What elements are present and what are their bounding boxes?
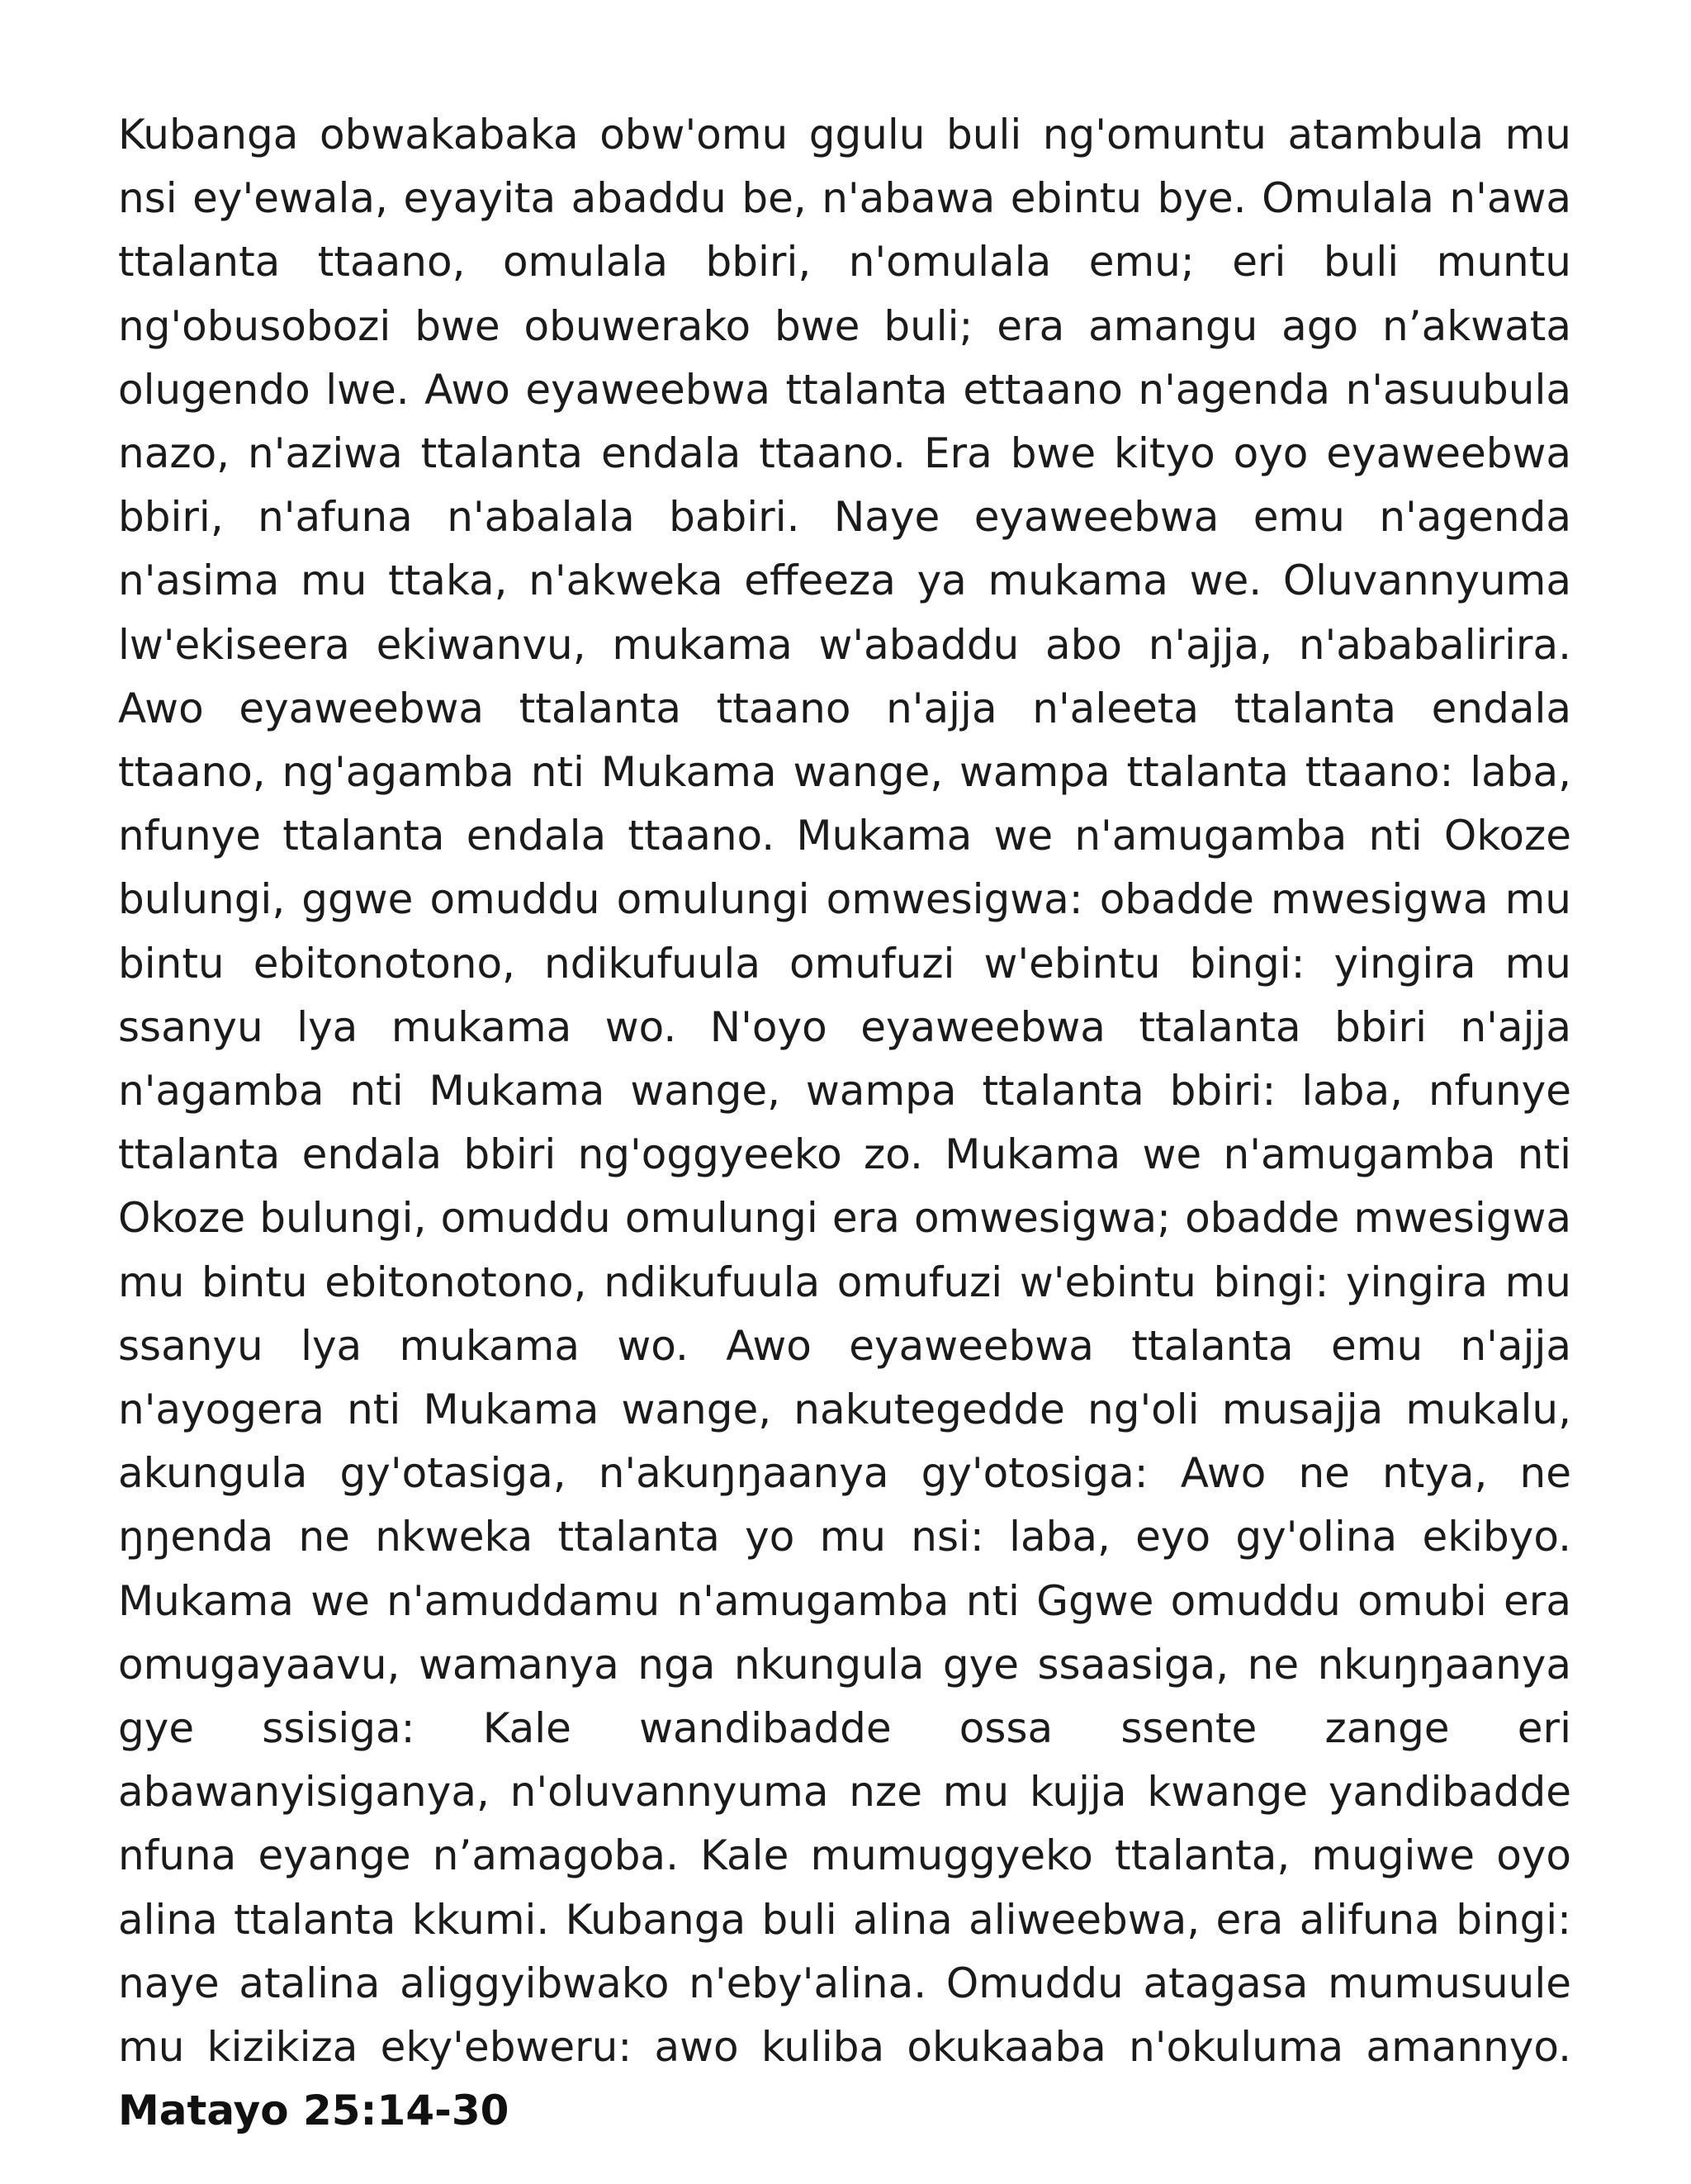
document-page: [118, 103, 1571, 2144]
scripture-reference: Matayo 25:14-30: [118, 2087, 509, 2135]
passage-text: Kubanga obwakabaka obw'omu ggulu buli ng'omuntu atambula mu nsi ey'ewala, eyayita abaddu be, n'abawa ebintu bye. Omulala n'awa ttalanta ttaano, omulala bbiri, n'omulala emu; eri buli muntu ng'obusobozi bwe obuwerako bwe buli; era amangu ago n’akwata olugendo lwe. Awo eyaweebwa ttalanta ettaano n'agenda n'asuubula nazo, n'aziwa ttalanta endala ttaano. Era bwe kityo oyo eyaweebwa bbiri, n'afuna n'abalala babiri. Naye eyaweebwa emu n'agenda n'asima mu ttaka, n'akweka effeeza ya mukama we. Oluvannyuma lw'ekiseera ekiwanvu, mukama w'abaddu abo n'ajja, n'ababalirira. Awo eyaweebwa ttalanta ttaano n'ajja n'aleeta ttalanta endala ttaano, ng'agamba nti Mukama wange, wampa ttalanta ttaano: laba, nfunye ttalanta endala ttaano. Mukama we n'amugamba nti Okoze bulungi, ggwe omuddu omulungi omwesigwa: obadde mwesigwa mu bintu ebitonotono, ndikufuula omufuzi w'ebintu bingi: yingira mu ssanyu lya mukama wo. N'oyo eyaweebwa ttalanta bbiri n'ajja n'agamba nti Mukama wange, wampa ttalanta bbiri: laba, nfunye ttalanta endala bbiri ng'oggyeeko zo. Mukama we n'amugamba nti Okoze bulungi, omuddu omulungi era omwesigwa; obadde mwesigwa mu bintu ebitonotono, ndikufuula omufuzi w'ebintu bingi: yingira mu ssanyu lya mukama wo. Awo eyaweebwa ttalanta emu n'ajja n'ayogera nti Mukama wange, nakutegedde ng'oli musajja mukalu, akungula gy'otasiga, n'akuŋŋaanya gy'otosiga: Awo ne ntya, ne ŋŋenda ne nkweka ttalanta yo mu nsi: laba, eyo gy'olina ekibyo. Mukama we n'amuddamu n'amugamba nti Ggwe omuddu omubi era omugayaavu, wamanya nga nkungula gye ssaasiga, ne nkuŋŋaanya gye ssisiga: Kale wandibadde ossa ssente zange eri abawanyisiganya, n'oluvannyuma nze mu kujja kwange yandibadde nfuna eyange n’amagoba. Kale mumuggyeko ttalanta, mugiwe oyo alina ttalanta kkumi. Kubanga buli alina aliweebwa, era alifuna bingi: naye atalina aliggyibwako n'eby'alina. Omuddu atagasa mumusuule mu kizikiza eky'ebweru: awo kuliba okukaaba n'okuluma amannyo.: [118, 111, 1571, 2072]
scripture-passage: [118, 103, 1571, 2144]
